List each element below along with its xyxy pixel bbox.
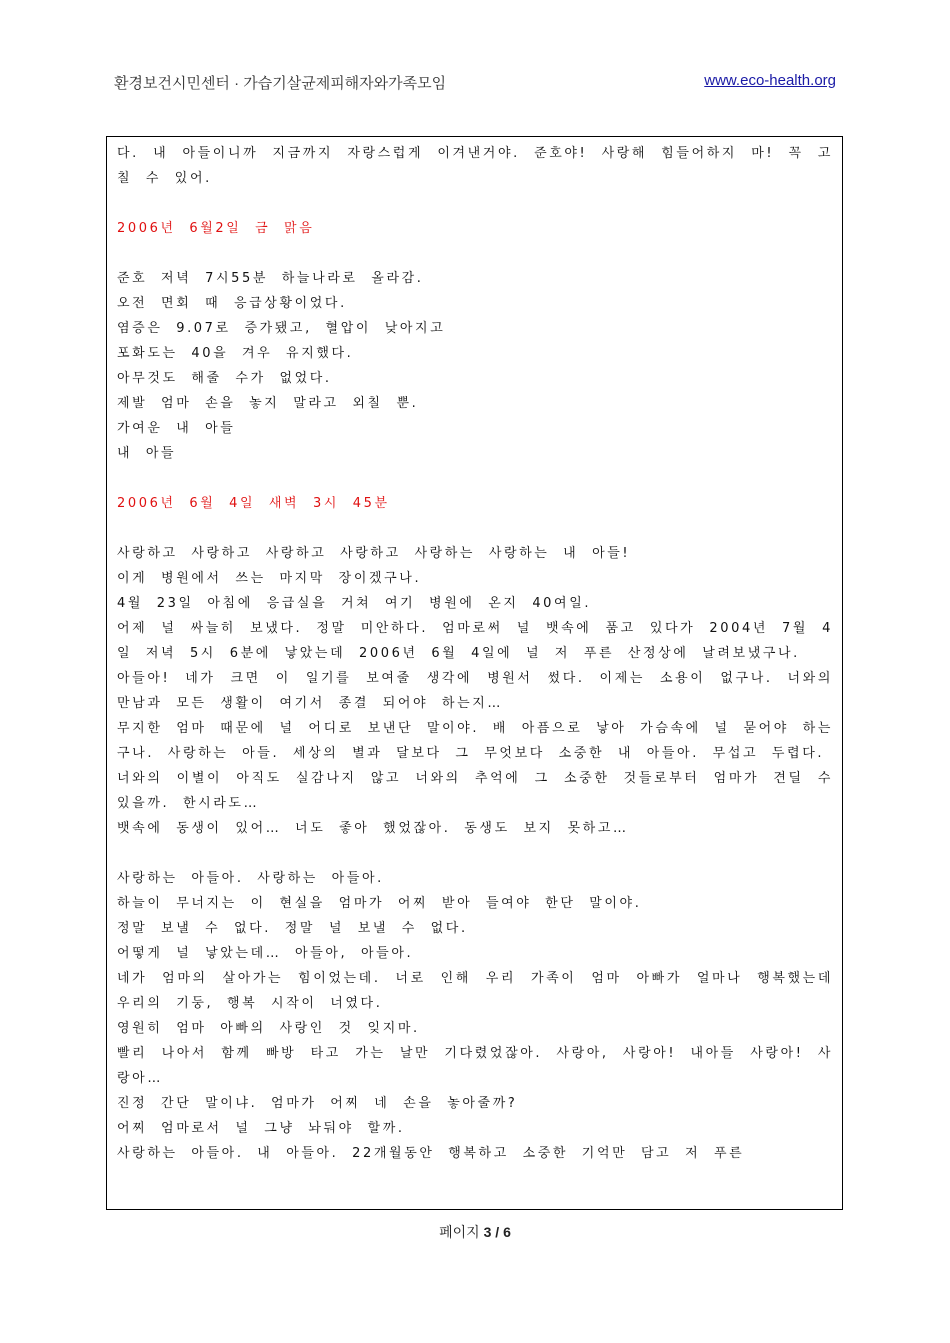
diary-paragraph: 무지한 엄마 때문에 널 어디로 보낸단 말이야. 배 아픔으로 낳아 가슴속에 널 묻어야 하는구나. 사랑하는 아들. 세상의 별과 달보다 그 무엇보다 소중한 내 아들아. 무섭고 두렵다. xyxy=(117,721,833,761)
diary-paragraph: 아들아! 네가 크면 이 일기를 보여줄 생각에 병원서 썼다. 이제는 소용이 없구나. 너와의 만남과 모든 생활이 여기서 종결 되어야 하는지… xyxy=(117,671,833,711)
diary-paragraph: 어제 널 싸늘히 보냈다. 정말 미안하다. 엄마로써 널 뱃속에 품고 있다가 2004년 7월 4일 저녁 5시 6분에 낳았는데 2006년 6월 4일에 널 저 푸른 산정상에 날려보냈구나. xyxy=(117,621,833,661)
diary-paragraph: 사랑하는 아들아. 사랑하는 아들아. xyxy=(117,871,384,886)
header-title: 환경보건시민센터 · 가습기살균제피해자와가족모임 xyxy=(114,75,447,92)
blank-line xyxy=(117,466,833,491)
diary-paragraph: 염증은 9.07로 증가됐고, 혈압이 낮아지고 xyxy=(117,321,446,336)
diary-paragraph: 제발 엄마 손을 놓지 말라고 외칠 뿐. xyxy=(117,396,419,411)
diary-paragraph: 영원히 엄마 아빠의 사랑인 것 잊지마. xyxy=(117,1021,420,1036)
diary-paragraph: 이게 병원에서 쓰는 마지막 장이겠구나. xyxy=(117,571,422,586)
diary-date-heading: 2006년 6월 4일 새벽 3시 45분 xyxy=(117,496,390,511)
diary-paragraph: 정말 보낼 수 없다. 정말 널 보낼 수 없다. xyxy=(117,921,468,936)
diary-paragraph: 오전 면회 때 응급상황이었다. xyxy=(117,296,347,311)
diary-paragraph: 가여운 내 아들 xyxy=(117,421,236,436)
page-separator: / xyxy=(495,1224,500,1240)
page-label: 페이지 xyxy=(439,1224,480,1240)
diary-paragraph: 너와의 이별이 아직도 실감나지 않고 너와의 추억에 그 소중한 것들로부터 엄마가 견딜 수 있을까. 한시라도… xyxy=(117,771,833,811)
diary-paragraph: 어떻게 널 낳았는데… 아들아, 아들아. xyxy=(117,946,414,961)
diary-paragraph: 어찌 엄마로서 널 그냥 놔둬야 할까. xyxy=(117,1121,405,1136)
diary-paragraph: 하늘이 무너지는 이 현실을 엄마가 어찌 받아 들여야 한단 말이야. xyxy=(117,896,642,911)
page-total-number: 6 xyxy=(503,1224,511,1240)
diary-paragraph: 아무것도 해줄 수가 없었다. xyxy=(117,371,332,386)
diary-paragraph: 포화도는 40을 겨우 유지했다. xyxy=(117,346,354,361)
diary-paragraph: 뱃속에 동생이 있어… 너도 좋아 했었잖아. 동생도 보지 못하고… xyxy=(117,821,629,836)
page-current-number: 3 xyxy=(483,1224,492,1240)
blank-line xyxy=(117,841,833,866)
diary-paragraph: 사랑하는 아들아. 내 아들아. 22개월동안 행복하고 소중한 기억만 담고 저 푸른 xyxy=(117,1146,745,1161)
header-website-link[interactable]: www.eco-health.org xyxy=(704,72,836,89)
diary-paragraph: 4월 23일 아침에 응급실을 거쳐 여기 병원에 온지 40여일. xyxy=(117,596,592,611)
diary-content-box xyxy=(106,136,843,1210)
diary-paragraph: 다. 내 아들이니까 지금까지 자랑스럽게 이겨낸거야. 준호야! 사랑해 힘들어하지 마! 꼭 고칠 수 있어. xyxy=(117,146,833,186)
page-footer xyxy=(0,1222,950,1242)
blank-line xyxy=(117,241,833,266)
diary-paragraph: 사랑하고 사랑하고 사랑하고 사랑하고 사랑하는 사랑하는 내 아들! xyxy=(117,546,631,561)
diary-date-heading: 2006년 6월2일 금 맑음 xyxy=(117,221,315,236)
diary-paragraph: 준호 저녁 7시55분 하늘나라로 올라감. xyxy=(117,271,424,286)
diary-paragraph: 빨리 나아서 함께 빠방 타고 가는 날만 기다렸었잖아. 사랑아, 사랑아! 내아들 사랑아! 사랑아… xyxy=(117,1046,833,1086)
diary-paragraph: 진정 간단 말이냐. 엄마가 어찌 네 손을 놓아줄까? xyxy=(117,1096,518,1111)
page-header xyxy=(114,72,836,96)
diary-paragraph: 네가 엄마의 살아가는 힘이었는데. 너로 인해 우리 가족이 엄마 아빠가 얼마나 행복했는데 우리의 기둥, 행복 시작이 너였다. xyxy=(117,971,833,1011)
diary-paragraph: 내 아들 xyxy=(117,446,177,461)
blank-line xyxy=(117,516,833,541)
blank-line xyxy=(117,191,833,216)
